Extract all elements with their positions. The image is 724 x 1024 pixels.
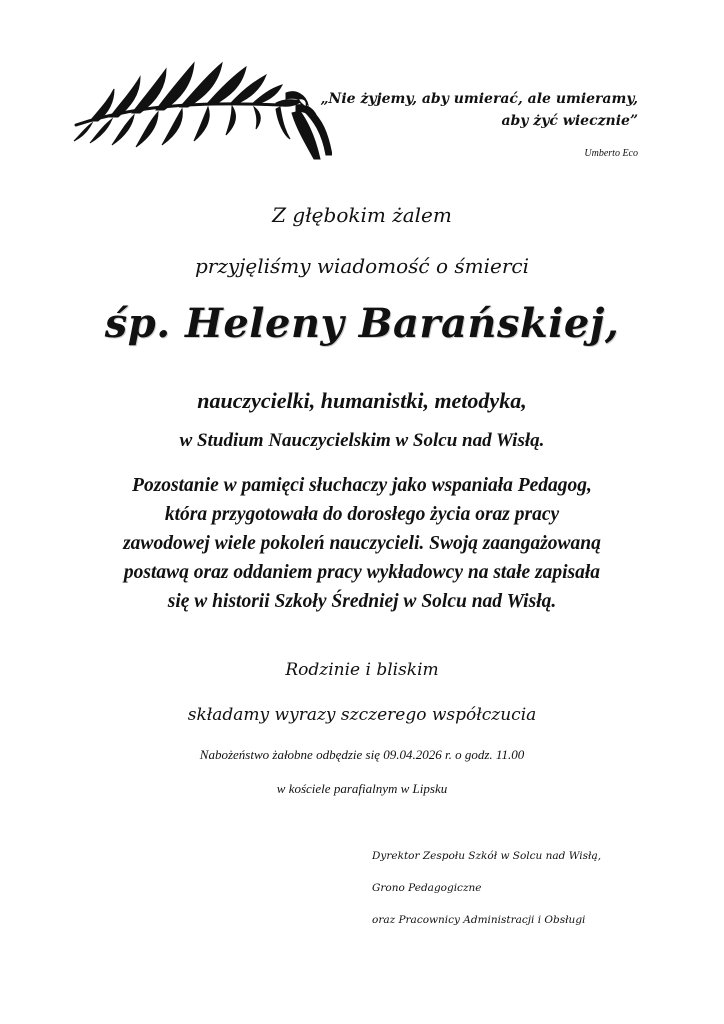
- quote-author: Umberto Eco: [584, 148, 638, 159]
- tribute-line: się w historii Szkoły Średniej w Solcu nad Wisłą.: [167, 591, 557, 612]
- deceased-name: śp. Heleny Barańskiej,: [104, 300, 620, 347]
- role-line-1: nauczycielki, humanistki, metodyka,: [197, 388, 527, 413]
- funeral-mass-place: w kościele parafialnym w Lipsku: [276, 781, 448, 796]
- quote-line-1: „Nie żyjemy, aby umierać, ale umieramy,: [320, 91, 638, 107]
- intro-line-1: Z głębokim żalem: [272, 203, 452, 227]
- tribute-paragraph: [70, 471, 654, 616]
- condolence-line-2: składamy wyrazy szczerego współczucia: [187, 705, 537, 725]
- tribute-line: postawą oraz oddaniem pracy wykładowcy na stałe zapisała: [123, 562, 601, 583]
- role-line-2: w Studium Nauczycielskim w Solcu nad Wisłą.: [179, 430, 545, 451]
- signature-line-3: oraz Pracownicy Administracji i Obsługi: [372, 914, 586, 926]
- tribute-line: która przygotowała do dorosłego życia oraz pracy: [164, 504, 560, 525]
- palm-frond-with-ribbon-icon: [70, 55, 332, 163]
- intro-line-2: przyjęliśmy wiadomość o śmierci: [194, 254, 530, 278]
- signature-line-2: Grono Pedagogiczne: [372, 882, 482, 894]
- condolence-line-1: Rodzinie i bliskim: [285, 660, 439, 680]
- funeral-mass-date: Nabożeństwo żałobne odbędzie się 09.04.2026 r. o godz. 11.00: [199, 747, 525, 762]
- signatures: [372, 850, 601, 946]
- signature-line-1: Dyrektor Zespołu Szkół w Solcu nad Wisłą,: [372, 850, 602, 862]
- tribute-line: Pozostanie w pamięci słuchaczy jako wspaniała Pedagog,: [132, 475, 592, 496]
- quote: [308, 88, 638, 132]
- tribute-line: zawodowej wiele pokoleń nauczycieli. Swoją zaangażowaną: [123, 533, 601, 554]
- quote-line-2: aby żyć wiecznie”: [501, 113, 638, 129]
